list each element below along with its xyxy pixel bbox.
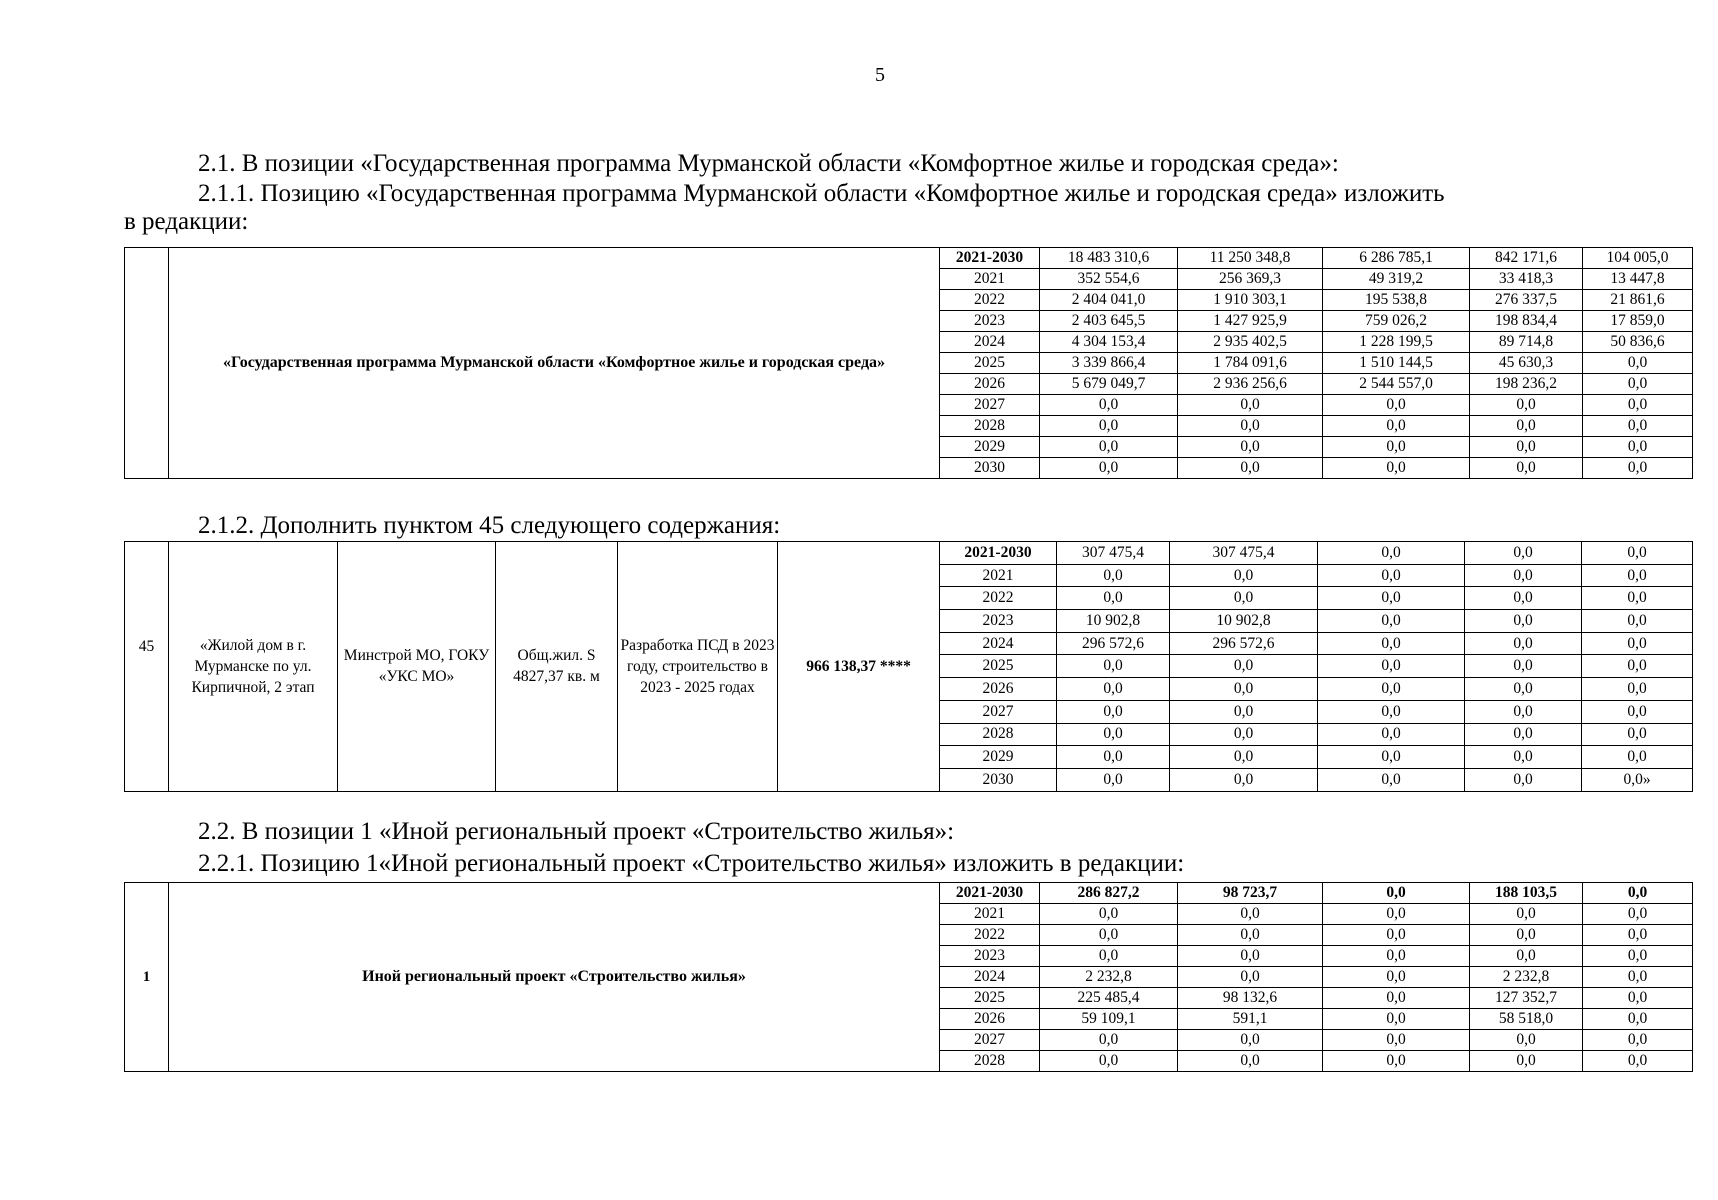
value-cell: 0,0 (1323, 904, 1470, 925)
value-cell: 0,0 (1583, 395, 1693, 416)
table-regional-project (124, 882, 1693, 1072)
value-cell: 0,0 (1470, 416, 1583, 437)
value-cell: 18 483 310,6 (1040, 248, 1178, 269)
value-cell: 0,0 (1057, 700, 1170, 723)
year-cell: 2025 (940, 353, 1040, 374)
value-cell: 0,0 (1323, 988, 1470, 1009)
value-cell: 5 679 049,7 (1040, 374, 1178, 395)
value-cell: 0,0 (1323, 1051, 1470, 1072)
value-cell: 296 572,6 (1170, 632, 1318, 655)
item-title: «Государственная программа Мурманской области «Комфортное жилье и городская среда» (169, 248, 940, 479)
value-cell: 0,0 (1040, 395, 1178, 416)
value-cell: 0,0 (1470, 437, 1583, 458)
year-cell: 2024 (940, 332, 1040, 353)
value-cell: 3 339 866,4 (1040, 353, 1178, 374)
value-cell: 0,0 (1318, 723, 1465, 746)
value-cell: 0,0 (1170, 700, 1318, 723)
table-item-45 (124, 541, 1693, 792)
value-cell: 0,0 (1470, 395, 1583, 416)
value-cell: 0,0 (1583, 437, 1693, 458)
value-cell: 0,0 (1178, 395, 1323, 416)
value-cell: 0,0 (1582, 632, 1693, 655)
value-cell: 307 475,4 (1170, 542, 1318, 565)
year-cell: 2029 (940, 746, 1057, 769)
value-cell: 0,0 (1583, 416, 1693, 437)
value-cell: 1 910 303,1 (1178, 290, 1323, 311)
year-cell: 2021-2030 (940, 542, 1057, 565)
value-cell: 0,0 (1318, 610, 1465, 633)
value-cell: 0,0 (1040, 416, 1178, 437)
value-cell: 0,0 (1178, 904, 1323, 925)
value-cell: 352 554,6 (1040, 269, 1178, 290)
value-cell: 50 836,6 (1583, 332, 1693, 353)
value-cell: 1 784 091,6 (1178, 353, 1323, 374)
year-cell: 2027 (940, 700, 1057, 723)
object-name: «Жилой дом в г. Мурманске по ул. Кирпичной, 2 этап (169, 542, 338, 792)
value-cell: 0,0 (1057, 587, 1170, 610)
value-cell: 0,0 (1318, 678, 1465, 701)
value-cell: 0,0 (1040, 904, 1178, 925)
value-cell: 0,0 (1582, 655, 1693, 678)
value-cell: 89 714,8 (1470, 332, 1583, 353)
value-cell: 58 518,0 (1470, 1009, 1583, 1030)
paragraph-2-1: 2.1. В позиции «Государственная программа Мурманской области «Комфортное жилье и городская среда»: (198, 150, 1339, 177)
customer-name: Минстрой МО, ГОКУ «УКС МО» (338, 542, 496, 792)
value-cell: 0,0 (1465, 723, 1582, 746)
value-cell: 0,0 (1465, 700, 1582, 723)
value-cell: 0,0 (1465, 655, 1582, 678)
stage: Разработка ПСД в 2023 году, строительство в 2023 - 2025 годах (618, 542, 778, 792)
value-cell: 0,0 (1583, 374, 1693, 395)
value-cell: 0,0 (1465, 542, 1582, 565)
value-cell: 0,0 (1582, 542, 1693, 565)
value-cell: 0,0 (1318, 564, 1465, 587)
value-cell: 0,0 (1318, 700, 1465, 723)
year-cell: 2026 (940, 678, 1057, 701)
value-cell: 0,0 (1170, 564, 1318, 587)
table-row (125, 248, 1693, 269)
value-cell: 0,0 (1323, 1009, 1470, 1030)
value-cell: 0,0 (1583, 925, 1693, 946)
value-cell: 0,0 (1318, 768, 1465, 791)
value-cell: 0,0 (1465, 587, 1582, 610)
table-state-program (124, 247, 1693, 479)
value-cell: 1 427 925,9 (1178, 311, 1323, 332)
value-cell: 0,0 (1470, 946, 1583, 967)
value-cell: 98 132,6 (1178, 988, 1323, 1009)
table-row (125, 883, 1693, 904)
value-cell: 10 902,8 (1057, 610, 1170, 633)
year-cell: 2026 (940, 1009, 1040, 1030)
value-cell: 0,0 (1040, 437, 1178, 458)
value-cell: 0,0 (1465, 746, 1582, 769)
value-cell: 198 236,2 (1470, 374, 1583, 395)
value-cell: 0,0 (1318, 542, 1465, 565)
value-cell: 0,0 (1465, 610, 1582, 633)
year-cell: 2028 (940, 416, 1040, 437)
value-cell: 45 630,3 (1470, 353, 1583, 374)
year-cell: 2023 (940, 311, 1040, 332)
value-cell: 195 538,8 (1323, 290, 1470, 311)
value-cell: 1 510 144,5 (1323, 353, 1470, 374)
value-cell: 0,0 (1583, 946, 1693, 967)
value-cell: 2 936 256,6 (1178, 374, 1323, 395)
value-cell: 307 475,4 (1057, 542, 1170, 565)
year-cell: 2021 (940, 269, 1040, 290)
item-number: 45 (125, 542, 169, 792)
year-cell: 2022 (940, 587, 1057, 610)
value-cell: 0,0 (1323, 395, 1470, 416)
value-cell: 198 834,4 (1470, 311, 1583, 332)
value-cell: 6 286 785,1 (1323, 248, 1470, 269)
value-cell: 591,1 (1178, 1009, 1323, 1030)
value-cell: 0,0 (1178, 437, 1323, 458)
value-cell: 0,0 (1465, 768, 1582, 791)
value-cell: 0,0 (1470, 1051, 1583, 1072)
value-cell: 2 935 402,5 (1178, 332, 1323, 353)
year-cell: 2028 (940, 723, 1057, 746)
value-cell: 276 337,5 (1470, 290, 1583, 311)
value-cell: 0,0 (1470, 1030, 1583, 1051)
value-cell: 0,0 (1323, 946, 1470, 967)
value-cell: 0,0 (1582, 723, 1693, 746)
value-cell: 11 250 348,8 (1178, 248, 1323, 269)
value-cell: 188 103,5 (1470, 883, 1583, 904)
value-cell: 0,0 (1178, 1051, 1323, 1072)
value-cell: 2 404 041,0 (1040, 290, 1178, 311)
value-cell: 0,0 (1057, 768, 1170, 791)
value-cell: 10 902,8 (1170, 610, 1318, 633)
value-cell: 0,0 (1318, 587, 1465, 610)
value-cell: 59 109,1 (1040, 1009, 1178, 1030)
value-cell: 0,0 (1582, 700, 1693, 723)
value-cell: 759 026,2 (1323, 311, 1470, 332)
value-cell: 225 485,4 (1040, 988, 1178, 1009)
value-cell: 0,0 (1582, 564, 1693, 587)
year-cell: 2022 (940, 290, 1040, 311)
value-cell: 2 232,8 (1470, 967, 1583, 988)
value-cell: 0,0 (1178, 416, 1323, 437)
value-cell: 0,0 (1057, 723, 1170, 746)
paragraph-2-1-2: 2.1.2. Дополнить пунктом 45 следующего содержания: (198, 512, 781, 539)
page-number: 5 (875, 64, 885, 86)
value-cell: 0,0 (1465, 564, 1582, 587)
value-cell: 17 859,0 (1583, 311, 1693, 332)
paragraph-2-2: 2.2. В позиции 1 «Иной региональный проект «Строительство жилья»: (198, 818, 955, 845)
value-cell: 0,0 (1582, 587, 1693, 610)
value-cell: 0,0 (1323, 416, 1470, 437)
year-cell: 2030 (940, 768, 1057, 791)
value-cell: 0,0 (1318, 632, 1465, 655)
value-cell: 127 352,7 (1470, 988, 1583, 1009)
value-cell: 0,0 (1178, 946, 1323, 967)
value-cell: 0,0 (1465, 678, 1582, 701)
value-cell: 0,0 (1057, 564, 1170, 587)
paragraph-2-1-1: 2.1.1. Позицию «Государственная программа Мурманской области «Комфортное жилье и городская среда» изложить (198, 180, 1445, 207)
value-cell: 0,0 (1582, 746, 1693, 769)
year-cell: 2029 (940, 437, 1040, 458)
year-cell: 2021-2030 (940, 883, 1040, 904)
value-cell: 0,0 (1318, 746, 1465, 769)
value-cell: 1 228 199,5 (1323, 332, 1470, 353)
value-cell: 0,0 (1057, 746, 1170, 769)
year-cell: 2030 (940, 458, 1040, 479)
value-cell: 0,0 (1582, 610, 1693, 633)
year-cell: 2025 (940, 655, 1057, 678)
value-cell: 4 304 153,4 (1040, 332, 1178, 353)
value-cell: 0,0 (1583, 904, 1693, 925)
value-cell: 0,0 (1318, 655, 1465, 678)
value-cell: 296 572,6 (1057, 632, 1170, 655)
item-number: 1 (125, 883, 169, 1072)
year-cell: 2022 (940, 925, 1040, 946)
value-cell: 2 544 557,0 (1323, 374, 1470, 395)
value-cell: 0,0 (1583, 458, 1693, 479)
value-cell: 0,0 (1583, 1009, 1693, 1030)
year-cell: 2023 (940, 610, 1057, 633)
value-cell: 286 827,2 (1040, 883, 1178, 904)
value-cell: 0,0 (1583, 988, 1693, 1009)
value-cell: 0,0 (1178, 458, 1323, 479)
value-cell: 0,0 (1583, 353, 1693, 374)
year-cell: 2024 (940, 632, 1057, 655)
value-cell: 0,0 (1170, 746, 1318, 769)
value-cell: 0,0 (1178, 925, 1323, 946)
year-cell: 2027 (940, 1030, 1040, 1051)
value-cell: 0,0 (1582, 678, 1693, 701)
year-cell: 2025 (940, 988, 1040, 1009)
year-cell: 2028 (940, 1051, 1040, 1072)
value-cell: 0,0 (1470, 458, 1583, 479)
value-cell: 0,0 (1040, 946, 1178, 967)
value-cell: 0,0 (1178, 967, 1323, 988)
year-cell: 2023 (940, 946, 1040, 967)
value-cell: 33 418,3 (1470, 269, 1583, 290)
year-cell: 2021 (940, 564, 1057, 587)
value-cell: 0,0 (1170, 678, 1318, 701)
value-cell: 0,0 (1323, 883, 1470, 904)
item-number (125, 248, 169, 479)
paragraph-2-2-1: 2.2.1. Позицию 1«Иной региональный проект «Строительство жилья» изложить в редакции: (198, 850, 1185, 877)
value-cell: 49 319,2 (1323, 269, 1470, 290)
capacity: Общ.жил. S 4827,37 кв. м (496, 542, 618, 792)
value-cell: 0,0 (1583, 883, 1693, 904)
value-cell: 0,0 (1170, 768, 1318, 791)
value-cell: 0,0 (1583, 1051, 1693, 1072)
value-cell: 0,0 (1323, 458, 1470, 479)
table-row (125, 542, 1693, 565)
value-cell: 0,0 (1583, 1030, 1693, 1051)
year-cell: 2026 (940, 374, 1040, 395)
value-cell: 0,0 (1323, 967, 1470, 988)
value-cell: 104 005,0 (1583, 248, 1693, 269)
year-cell: 2021 (940, 904, 1040, 925)
value-cell: 0,0 (1583, 967, 1693, 988)
item-title: Иной региональный проект «Строительство жилья» (169, 883, 940, 1072)
value-cell: 98 723,7 (1178, 883, 1323, 904)
year-cell: 2024 (940, 967, 1040, 988)
value-cell: 0,0 (1470, 925, 1583, 946)
paragraph-2-1-1-cont: в редакции: (124, 208, 249, 235)
value-cell: 0,0 (1057, 678, 1170, 701)
year-cell: 2027 (940, 395, 1040, 416)
value-cell: 13 447,8 (1583, 269, 1693, 290)
value-cell: 0,0 (1057, 655, 1170, 678)
value-cell: 0,0 (1040, 1030, 1178, 1051)
year-cell: 2021-2030 (940, 248, 1040, 269)
value-cell: 0,0 (1178, 1030, 1323, 1051)
value-cell: 0,0 (1170, 723, 1318, 746)
estimated-cost: 966 138,37 **** (778, 542, 940, 792)
value-cell: 0,0 (1040, 458, 1178, 479)
value-cell: 0,0» (1582, 768, 1693, 791)
value-cell: 0,0 (1040, 1051, 1178, 1072)
value-cell: 0,0 (1170, 655, 1318, 678)
value-cell: 0,0 (1465, 632, 1582, 655)
value-cell: 0,0 (1470, 904, 1583, 925)
value-cell: 0,0 (1323, 437, 1470, 458)
value-cell: 0,0 (1323, 925, 1470, 946)
value-cell: 21 861,6 (1583, 290, 1693, 311)
value-cell: 2 232,8 (1040, 967, 1178, 988)
value-cell: 0,0 (1323, 1030, 1470, 1051)
value-cell: 842 171,6 (1470, 248, 1583, 269)
value-cell: 256 369,3 (1178, 269, 1323, 290)
value-cell: 0,0 (1170, 587, 1318, 610)
value-cell: 0,0 (1040, 925, 1178, 946)
value-cell: 2 403 645,5 (1040, 311, 1178, 332)
